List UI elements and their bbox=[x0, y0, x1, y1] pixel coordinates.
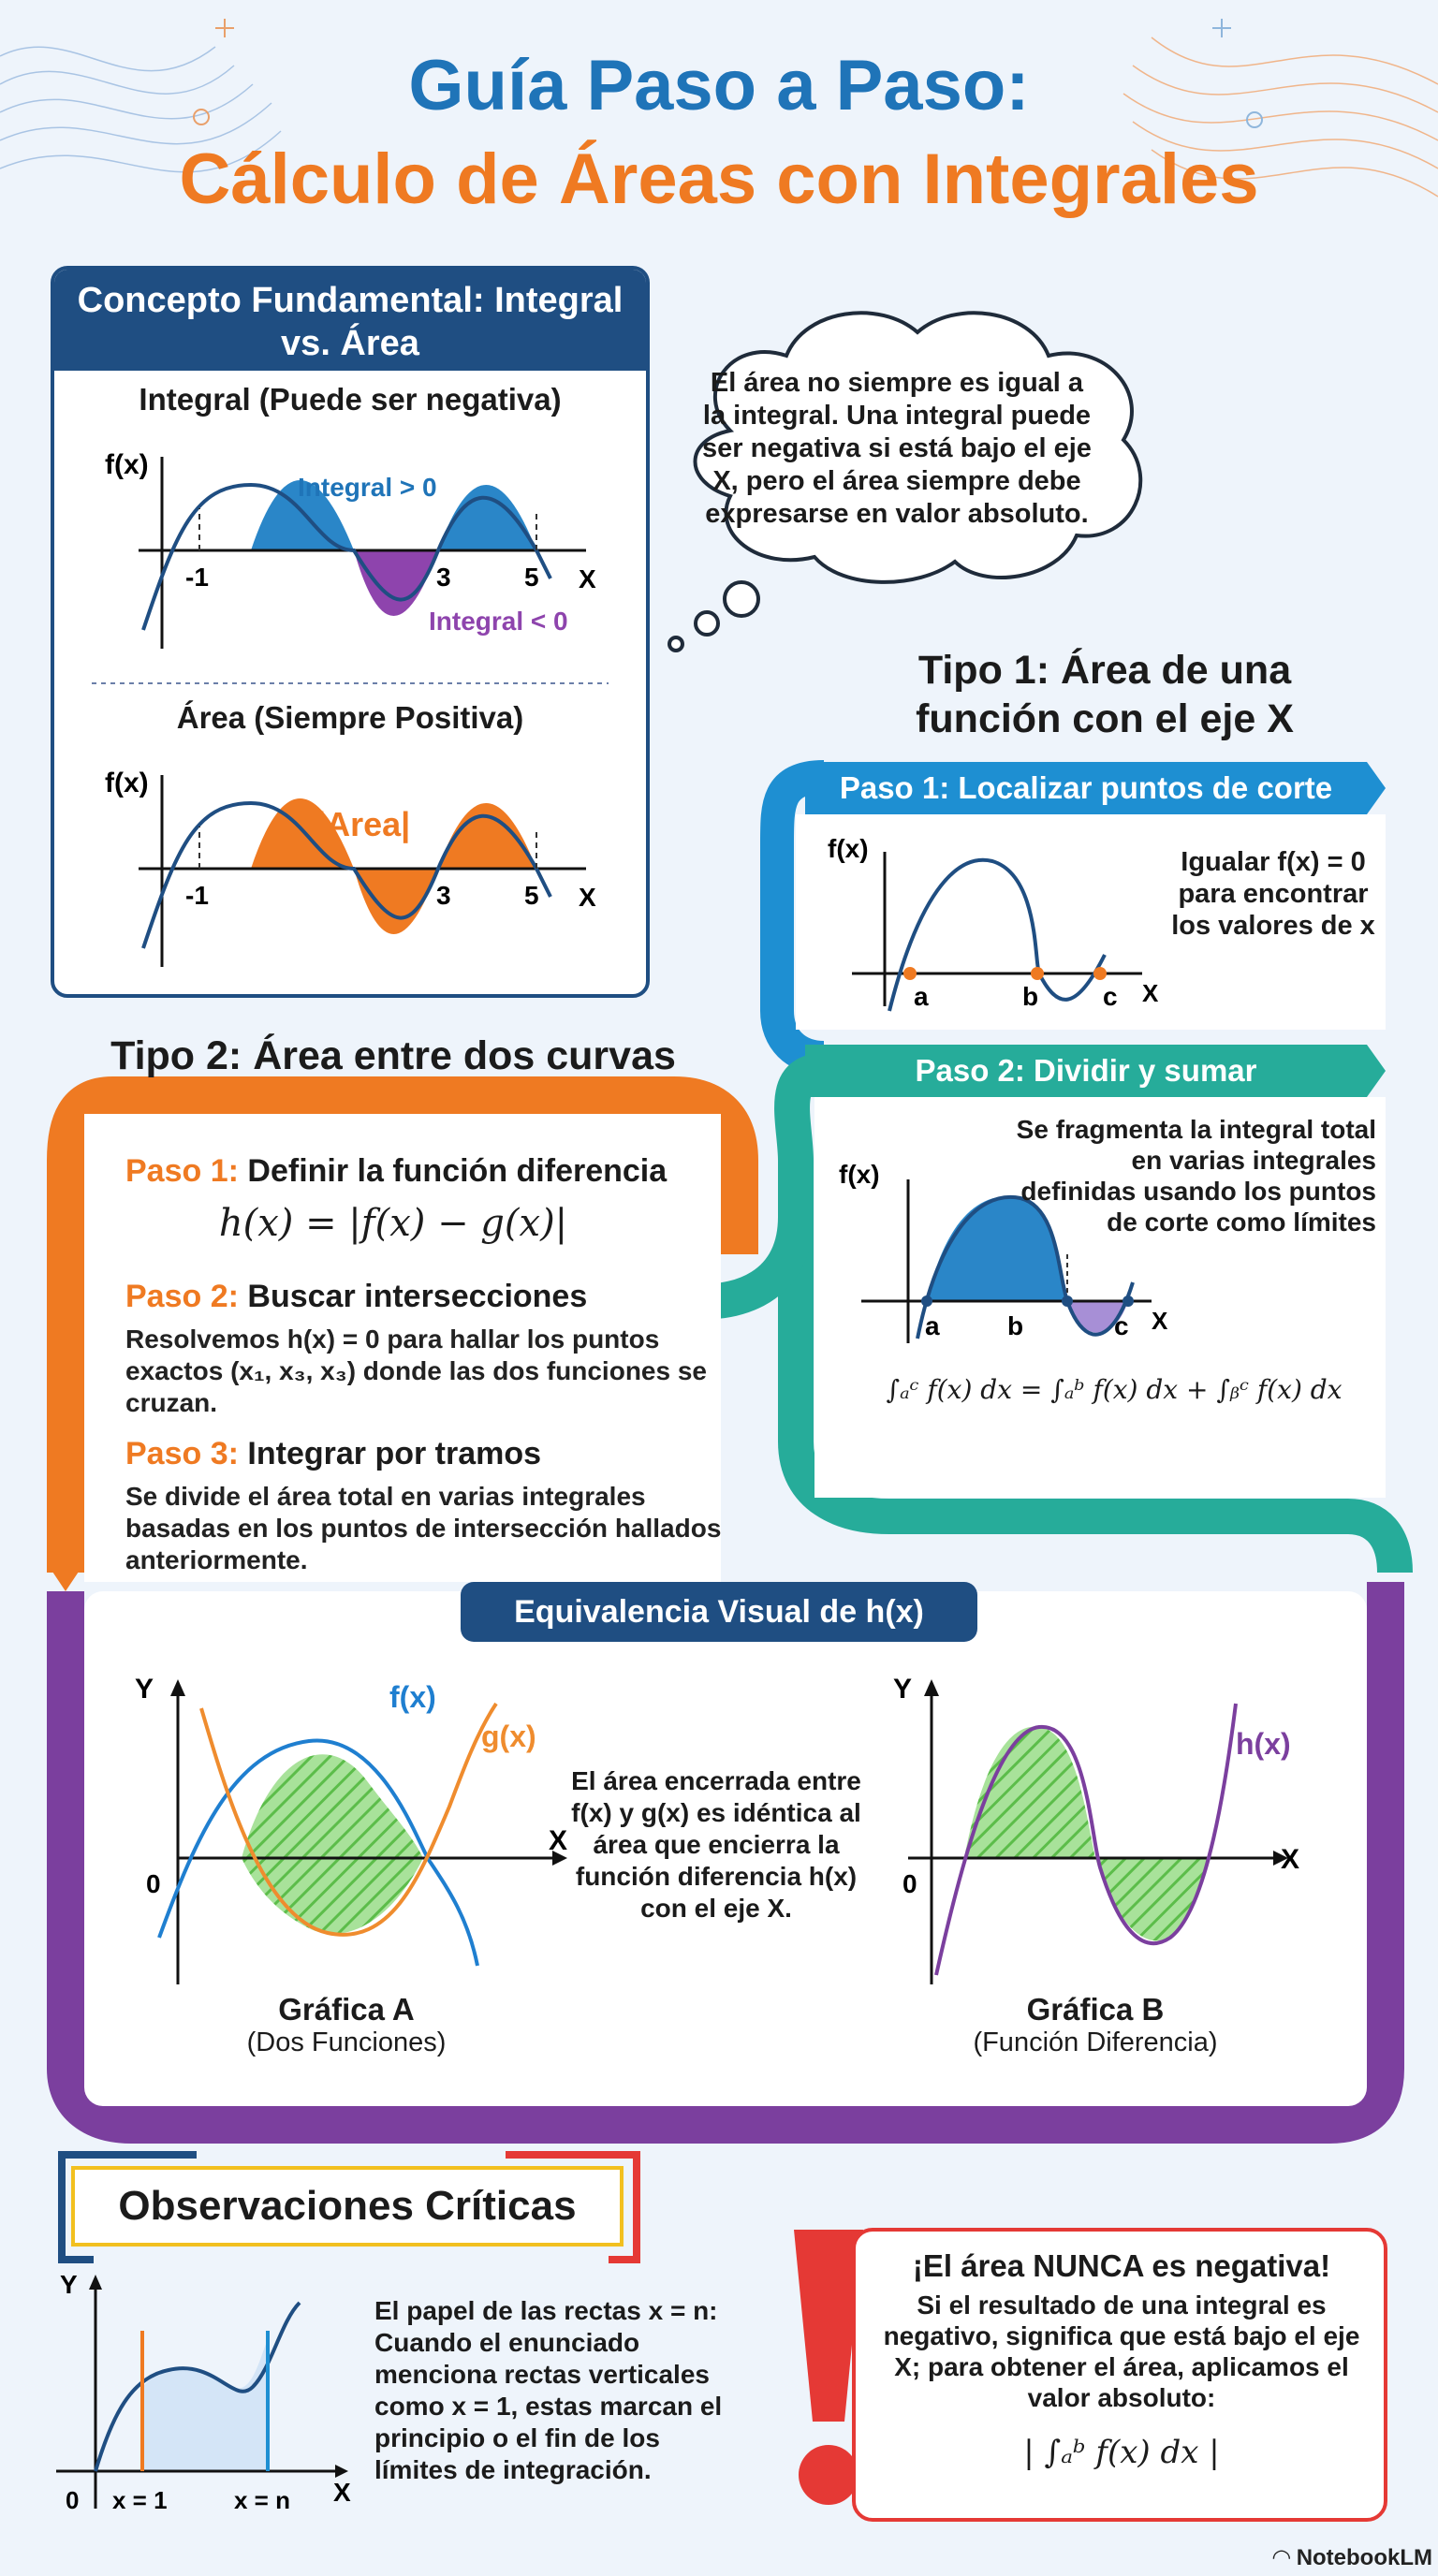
area-abs-label: |Area| bbox=[316, 805, 411, 843]
step1-label: Definir la función diferencia bbox=[247, 1153, 668, 1189]
roots-graph bbox=[824, 824, 1161, 1020]
x-axis-label: X bbox=[333, 2478, 351, 2507]
fx-label: f(x) bbox=[839, 1160, 880, 1189]
absolute-integral-formula: | ∫ₐᵇ f(x) dx | bbox=[1023, 2434, 1220, 2471]
integral-neg-label: Integral < 0 bbox=[429, 607, 568, 636]
tipo1-paso2-banner: Paso 2: Dividir y sumar bbox=[805, 1045, 1367, 1097]
vertical-lines-note: El papel de las rectas x = n: Cuando el enunciado menciona rectas verticales como x = 1, estas marcan el principio o el fin de los límites de integración. bbox=[374, 2296, 723, 2484]
notebooklm-logo bbox=[1245, 2544, 1432, 2571]
x-axis-label: X bbox=[579, 564, 596, 593]
x-axis-label: X bbox=[1281, 1844, 1300, 1875]
split-integral-formula: ∫ₐᶜ f(x) dx = ∫ₐᵇ f(x) dx + ∫ᵦᶜ f(x) dx bbox=[886, 1374, 1343, 1405]
step1-num: Paso 1: bbox=[125, 1153, 239, 1189]
point-b: b bbox=[1022, 982, 1039, 1011]
tick-3: 3 bbox=[436, 563, 451, 592]
tick-5: 5 bbox=[524, 881, 539, 910]
vertical-lines-graph bbox=[37, 2265, 356, 2527]
point-c: c bbox=[1103, 982, 1118, 1011]
graph-a-subcaption: (Dos Funciones) bbox=[246, 2027, 447, 2057]
integral-label: Integral (Puede ser negativa) bbox=[139, 382, 562, 417]
f-label: f(x) bbox=[389, 1680, 436, 1714]
tipo1-paso1-text: Igualar f(x) = 0 para encontrar los valores de x bbox=[1171, 847, 1375, 941]
step3-num: Paso 3: bbox=[125, 1436, 239, 1471]
xn-label: x = n bbox=[234, 2486, 290, 2514]
warning-text: Si el resultado de una integral es negativo, significa que está bajo el eje X; para obtener el área, aplicamos el valor absoluto: bbox=[883, 2291, 1360, 2412]
tipo1-paso1-banner: Paso 1: Localizar puntos de corte bbox=[805, 762, 1367, 814]
origin-label: 0 bbox=[66, 2486, 80, 2514]
y-axis-label: Y bbox=[135, 1674, 154, 1705]
point-b: b bbox=[1007, 1311, 1024, 1340]
step2-num: Paso 2: bbox=[125, 1279, 239, 1314]
integral-pos-label: Integral > 0 bbox=[298, 473, 437, 502]
y-axis-label: Y bbox=[60, 2270, 78, 2299]
tick-3: 3 bbox=[436, 881, 451, 910]
graph-b bbox=[889, 1666, 1320, 2003]
point-c: c bbox=[1114, 1311, 1129, 1340]
cloud-text: El área no siempre es igual a la integral. Una integral puede ser negativa si está bajo el eje X, pero el área siempre debe expresarse en valor absoluto. bbox=[702, 368, 1092, 529]
tipo1-title: Tipo 1: Área de una función con el eje X bbox=[916, 648, 1294, 741]
fx-label: f(x) bbox=[105, 768, 149, 798]
equivalence-title: Equivalencia Visual de h(x) bbox=[461, 1582, 977, 1642]
tick-5: 5 bbox=[524, 563, 539, 592]
fx-label: f(x) bbox=[828, 834, 869, 863]
area-label: Área (Siempre Positiva) bbox=[176, 700, 524, 735]
footer-text: NotebookLM bbox=[1296, 2545, 1432, 2570]
graph-a bbox=[122, 1666, 571, 2003]
notebooklm-icon: ◠ bbox=[1272, 2545, 1297, 2570]
fx-label: f(x) bbox=[105, 449, 149, 480]
difference-formula: h(x) = |f(x) − g(x)| bbox=[218, 1202, 568, 1245]
h-label: h(x) bbox=[1236, 1727, 1291, 1761]
g-label: g(x) bbox=[481, 1720, 536, 1753]
step3-body: Se divide el área total en varias integrales basadas en los puntos de intersección hallados anteriormente. bbox=[125, 1482, 722, 1574]
tipo2-step3 bbox=[125, 1436, 725, 1472]
x-axis-label: X bbox=[1152, 1307, 1168, 1335]
observaciones-title: Observaciones Críticas bbox=[71, 2166, 624, 2247]
tick-neg1: -1 bbox=[185, 881, 209, 910]
origin-label: 0 bbox=[902, 1869, 917, 1898]
equivalence-text: El área encerrada entre f(x) y g(x) es idéntica al área que encierra la función diferencia h(x) con el eje X. bbox=[571, 1766, 861, 1923]
x1-label: x = 1 bbox=[112, 2486, 168, 2514]
graph-b-subcaption: (Función Diferencia) bbox=[973, 2027, 1218, 2057]
tick-neg1: -1 bbox=[185, 563, 209, 592]
warning-title: ¡El área NUNCA es negativa! bbox=[912, 2248, 1331, 2283]
x-axis-label: X bbox=[1142, 979, 1159, 1007]
tipo2-step1 bbox=[125, 1153, 725, 1190]
step3-label: Integrar por tramos bbox=[247, 1436, 542, 1471]
graph-b-caption: Gráfica B bbox=[1026, 1992, 1165, 2027]
origin-label: 0 bbox=[146, 1869, 161, 1898]
graph-a-caption: Gráfica A bbox=[278, 1992, 415, 2027]
x-axis-label: X bbox=[549, 1825, 568, 1856]
point-a: a bbox=[925, 1311, 940, 1340]
page-title-line1: Guía Paso a Paso: bbox=[408, 46, 1030, 125]
tipo1-paso2-text: Se fragmenta la integral total en varias integrales definidas usando los puntos de corte como límites bbox=[1016, 1115, 1376, 1237]
tipo2-title: Tipo 2: Área entre dos curvas bbox=[110, 1033, 676, 1078]
step2-body: Resolvemos h(x) = 0 para hallar los puntos exactos (x₁, x₃, x₃) donde las dos funciones se cruzan. bbox=[125, 1325, 707, 1417]
x-axis-label: X bbox=[579, 883, 596, 912]
y-axis-label: Y bbox=[893, 1674, 913, 1705]
point-a: a bbox=[914, 982, 929, 1011]
concept-header: Concepto Fundamental: Integral vs. Área bbox=[54, 270, 646, 371]
tipo2-step2 bbox=[125, 1279, 725, 1315]
page-title-line2: Cálculo de Áreas con Integrales bbox=[179, 139, 1259, 219]
step2-label: Buscar intersecciones bbox=[247, 1279, 588, 1314]
